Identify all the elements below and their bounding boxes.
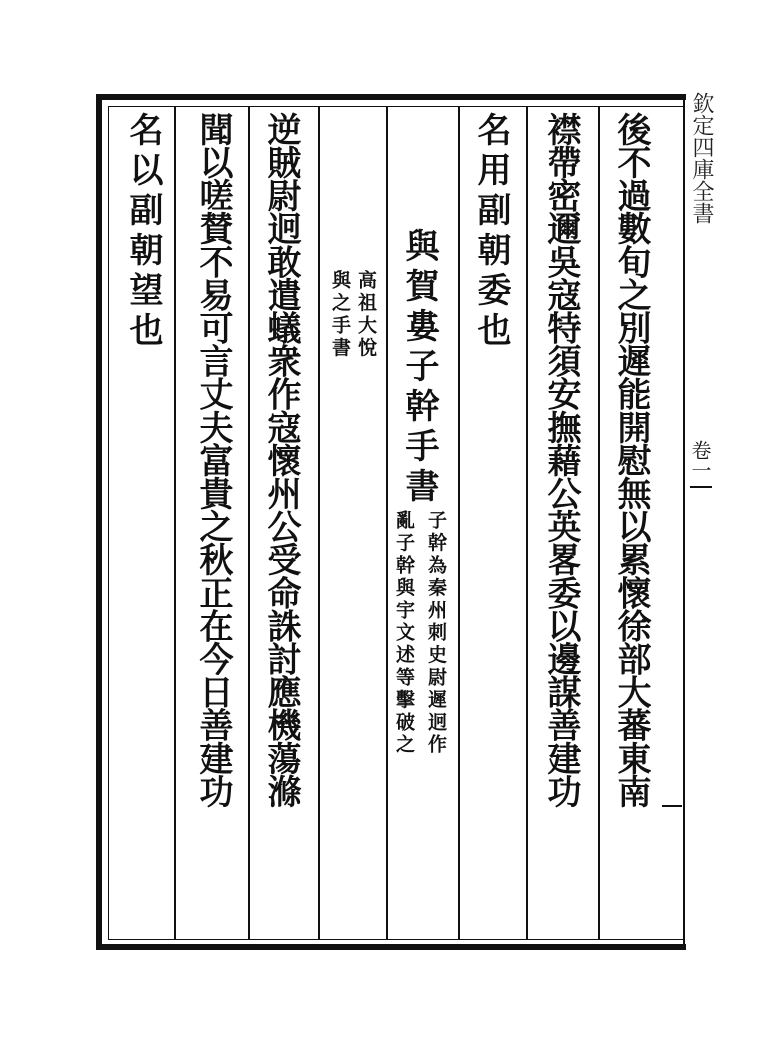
book-title: 欽定四庫全書 (689, 92, 714, 224)
header-rule (683, 94, 685, 950)
margin-line (662, 805, 682, 807)
text-column-4-title: 與賀婁子幹手書 (399, 228, 439, 508)
text-column-6: 逆賊尉迥敢遣蟻衆作寇懷州公受命誅討應機蕩滌 (261, 112, 301, 808)
juan-label: 卷一 (688, 440, 712, 480)
annotation-line-2: 亂子幹與宇文述等擊破之 (393, 510, 415, 757)
column-rule (386, 106, 388, 940)
annotation-line-4: 與之手書 (329, 270, 351, 360)
column-rule (174, 106, 176, 940)
text-column-3: 名用副朝委也 (471, 112, 511, 352)
column-rule (248, 106, 250, 940)
juan-tick (690, 486, 712, 488)
column-rule (318, 106, 320, 940)
column-rule (598, 106, 600, 940)
text-column-1: 後不過數旬之別遲能開慰無以累懷徐部大蕃東南 (611, 112, 651, 808)
column-rule (458, 106, 460, 940)
text-column-8: 名以副朝望也 (123, 112, 163, 352)
text-column-2: 襟帶密邇吳寇特須安撫藉公英畧委以邊謀善建功 (541, 112, 581, 808)
annotation-line-1: 子幹為秦州刺史尉遲迥作 (425, 510, 447, 757)
column-rule (526, 106, 528, 940)
text-column-7: 聞以嗟賛不易可言丈夫富貴之秋正在今日善建功 (193, 112, 233, 808)
annotation-line-3: 高祖大悅 (355, 270, 377, 360)
